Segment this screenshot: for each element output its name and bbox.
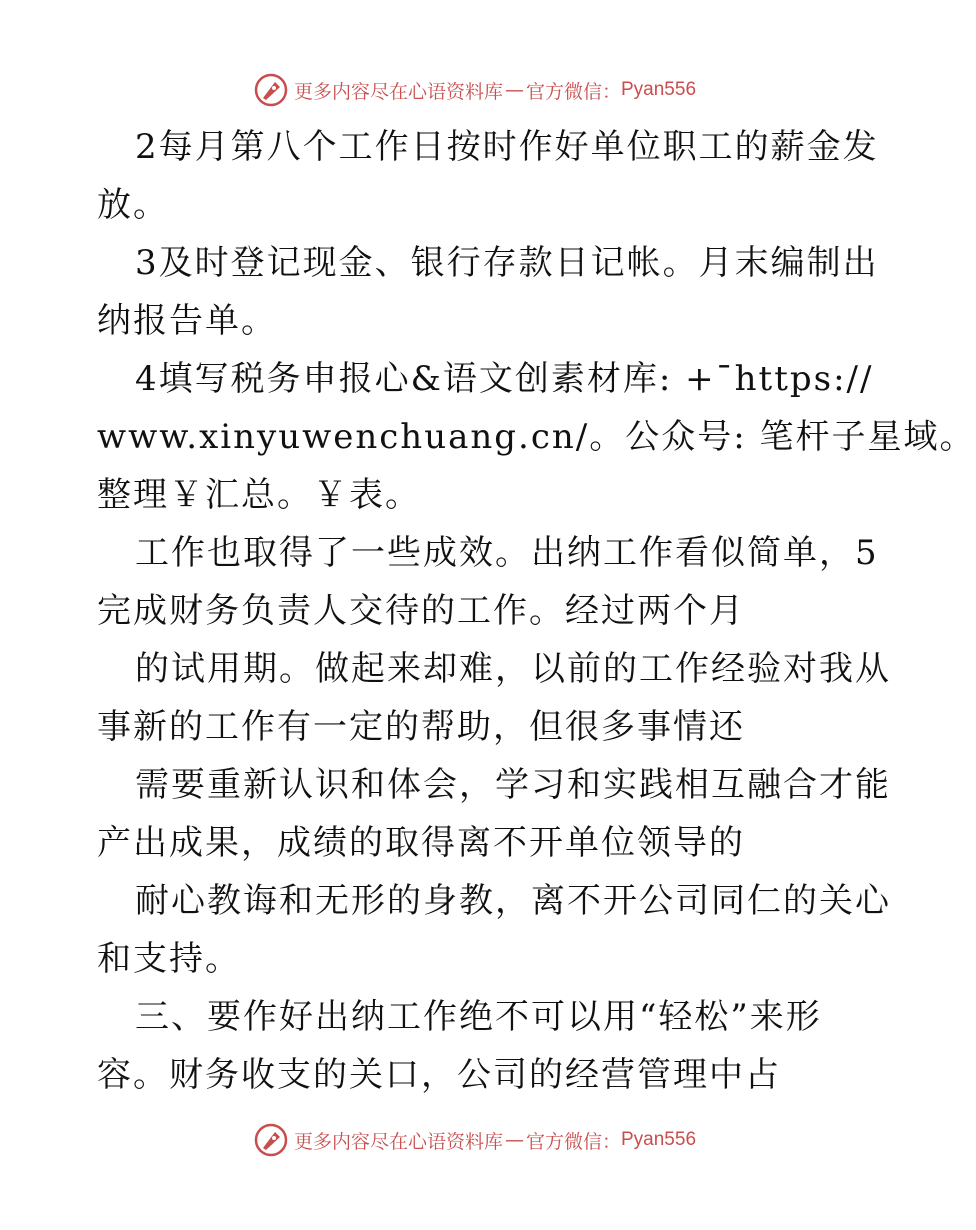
footer-wechat-label: 官方微信： [525,1130,621,1153]
header-banner [0,70,950,110]
document-body [97,118,976,1104]
text-line: 产出成果，成绩的取得离不开单位领导的 [97,823,745,863]
text-line: 工作也取得了一些成效。出纳工作看似简单，5 [135,533,879,573]
header-wechat-label: 官方微信： [525,80,621,103]
header-text: 更多内容尽在心语资料库 [293,80,503,103]
text-line: 的试用期。做起来却难，以前的工作经验对我从 [135,649,891,689]
text-line: 三、要作好出纳工作绝不可以用“轻松”来形 [135,997,822,1037]
text-line: 事新的工作有一定的帮助，但很多事情还 [97,707,745,747]
footer-wechat-id: Pyan556 [621,1129,697,1150]
text-line: 放。 [97,185,169,225]
pen-nib-logo-icon [254,73,288,107]
text-line: 容。财务收支的关口，公司的经营管理中占 [97,1055,781,1095]
text-line: 耐心教诲和无形的身教，离不开公司同仁的关心 [135,881,891,921]
text-line: 需要重新认识和体会，学习和实践相互融合才能 [135,765,891,805]
text-line: 和支持。 [97,939,241,979]
text-line: 4填写税务申报心&语文创素材库: +¯https:// [135,359,874,399]
footer-text: 更多内容尽在心语资料库 [293,1130,503,1153]
footer-banner [0,1120,950,1160]
footer-separator: — [504,1129,524,1151]
header-separator: — [504,79,524,101]
text-line: 整理￥汇总。￥表。 [97,475,421,515]
text-line: 纳报告单。 [97,301,277,341]
text-line: 3及时登记现金、银行存款日记帐。月末编制出 [135,243,879,283]
text-line: 2每月第八个工作日按时作好单位职工的薪金发 [135,127,879,167]
pen-nib-logo-icon [254,1123,288,1157]
text-line: 完成财务负责人交待的工作。经过两个月 [97,591,745,631]
text-line: www.xinyuwenchuang.cn/。公众号: 笔杆子星域。 [97,417,976,457]
header-wechat-id: Pyan556 [621,79,697,100]
